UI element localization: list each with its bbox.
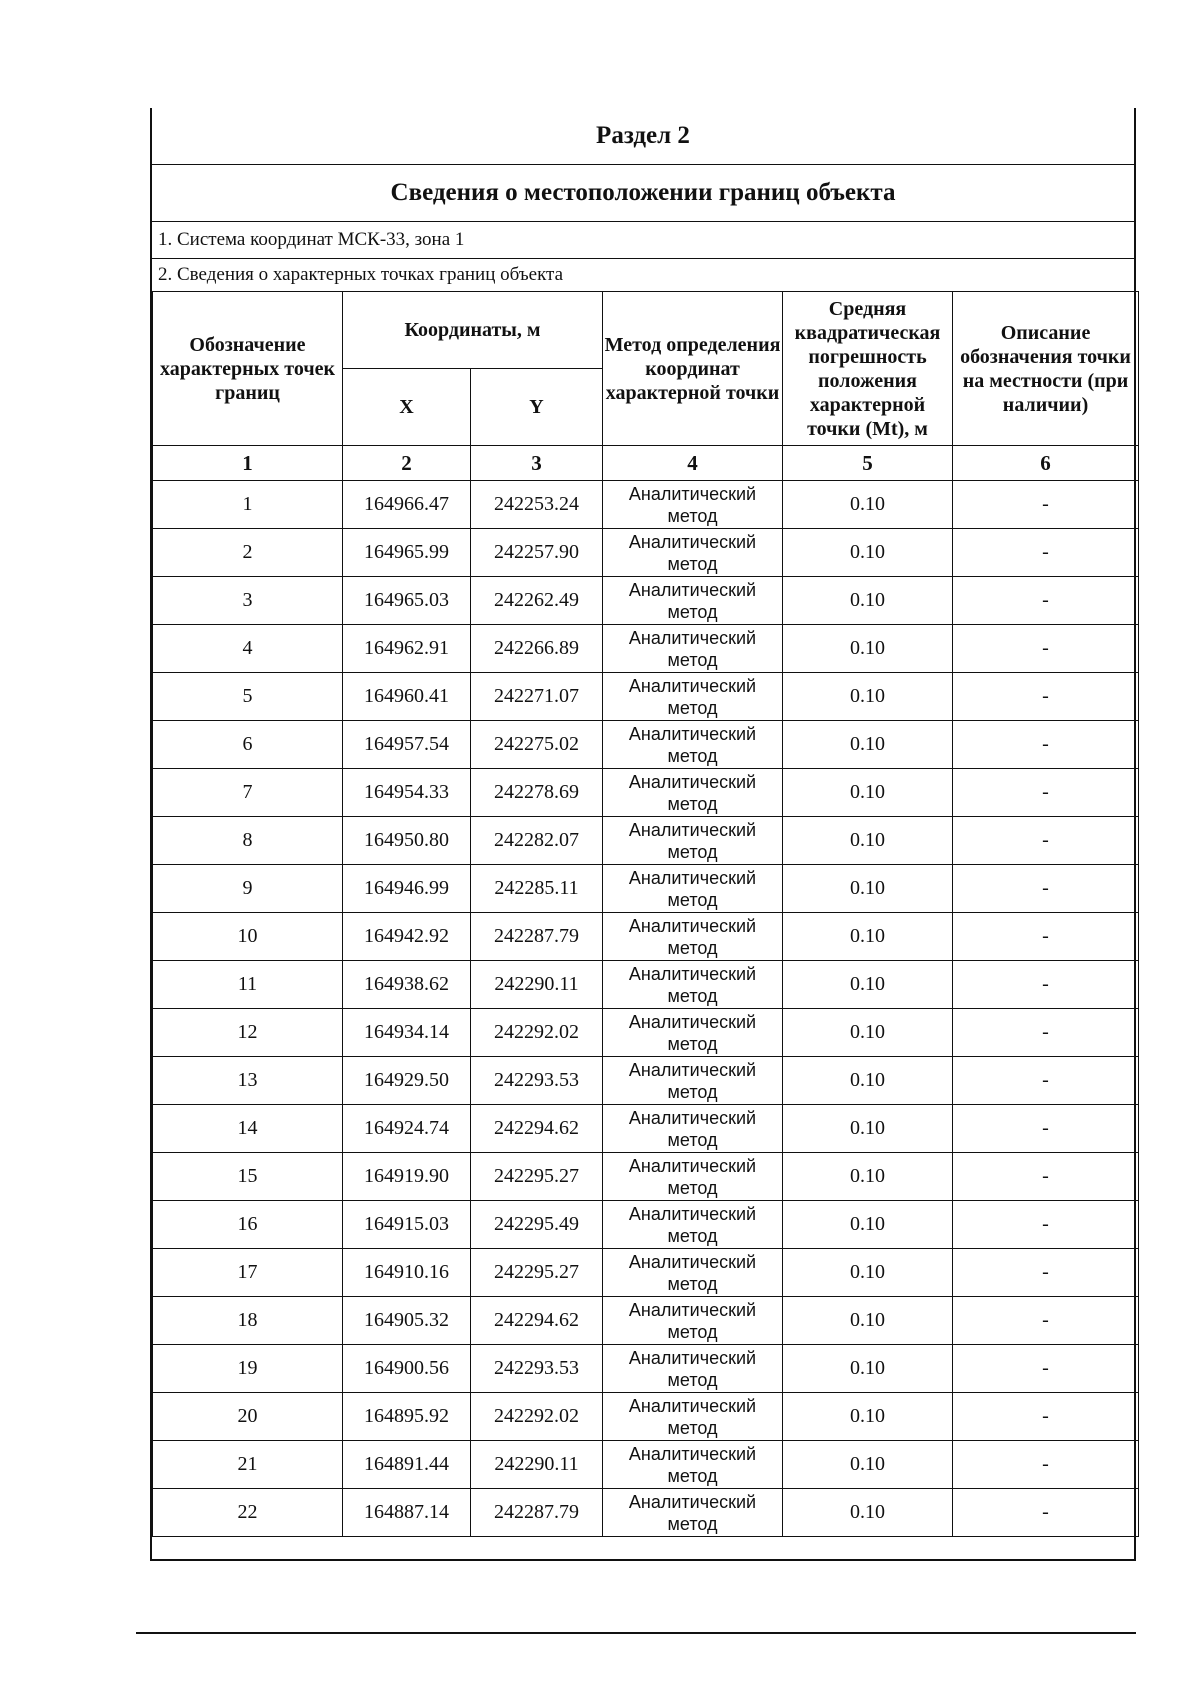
- coord-y: 242294.62: [471, 1105, 603, 1153]
- error-cell: 0.10: [783, 1297, 953, 1345]
- table-row: [153, 1489, 1139, 1537]
- error-cell: 0.10: [783, 1345, 953, 1393]
- coord-y: 242282.07: [471, 817, 603, 865]
- coord-y: 242275.02: [471, 721, 603, 769]
- point-id: 21: [153, 1441, 343, 1489]
- table-row: [153, 529, 1139, 577]
- method-cell: Аналитический метод: [603, 1489, 783, 1537]
- table-row: [153, 1297, 1139, 1345]
- coord-system-line: 1. Система координат МСК-33, зона 1: [152, 222, 1134, 259]
- point-id: 4: [153, 625, 343, 673]
- coord-y: 242278.69: [471, 769, 603, 817]
- description-cell: -: [953, 721, 1139, 769]
- method-cell: Аналитический метод: [603, 1297, 783, 1345]
- method-cell: Аналитический метод: [603, 1345, 783, 1393]
- coord-y: 242271.07: [471, 673, 603, 721]
- method-cell: Аналитический метод: [603, 625, 783, 673]
- column-number: 6: [953, 446, 1139, 481]
- boundary-section-sheet: [150, 108, 1136, 1561]
- coord-x: 164924.74: [343, 1105, 471, 1153]
- coord-x: 164900.56: [343, 1345, 471, 1393]
- method-cell: Аналитический метод: [603, 1057, 783, 1105]
- coord-y: 242292.02: [471, 1009, 603, 1057]
- description-cell: -: [953, 1441, 1139, 1489]
- table-tail-row: [152, 1537, 1134, 1561]
- description-cell: -: [953, 769, 1139, 817]
- method-cell: Аналитический метод: [603, 481, 783, 529]
- table-row: [153, 1009, 1139, 1057]
- point-id: 18: [153, 1297, 343, 1345]
- coord-y: 242293.53: [471, 1345, 603, 1393]
- coord-x: 164929.50: [343, 1057, 471, 1105]
- method-cell: Аналитический метод: [603, 673, 783, 721]
- error-cell: 0.10: [783, 817, 953, 865]
- coord-x: 164960.41: [343, 673, 471, 721]
- coord-y: 242290.11: [471, 1441, 603, 1489]
- column-number: 3: [471, 446, 603, 481]
- method-cell: Аналитический метод: [603, 577, 783, 625]
- point-id: 6: [153, 721, 343, 769]
- coord-x: 164957.54: [343, 721, 471, 769]
- table-row: [153, 1441, 1139, 1489]
- header-x: X: [343, 369, 471, 446]
- section-subtitle: Сведения о местоположении границ объекта: [152, 165, 1134, 222]
- point-id: 10: [153, 913, 343, 961]
- column-number: 4: [603, 446, 783, 481]
- description-cell: -: [953, 1153, 1139, 1201]
- point-id: 7: [153, 769, 343, 817]
- point-id: 1: [153, 481, 343, 529]
- description-cell: -: [953, 1057, 1139, 1105]
- coord-y: 242287.79: [471, 913, 603, 961]
- error-cell: 0.10: [783, 1153, 953, 1201]
- point-id: 9: [153, 865, 343, 913]
- table-row: [153, 913, 1139, 961]
- method-cell: Аналитический метод: [603, 961, 783, 1009]
- coord-y: 242266.89: [471, 625, 603, 673]
- point-id: 14: [153, 1105, 343, 1153]
- method-cell: Аналитический метод: [603, 1249, 783, 1297]
- table-row: [153, 577, 1139, 625]
- point-id: 16: [153, 1201, 343, 1249]
- description-cell: -: [953, 913, 1139, 961]
- table-row: [153, 481, 1139, 529]
- error-cell: 0.10: [783, 673, 953, 721]
- method-cell: Аналитический метод: [603, 1441, 783, 1489]
- method-cell: Аналитический метод: [603, 721, 783, 769]
- table-row: [153, 1105, 1139, 1153]
- point-id: 22: [153, 1489, 343, 1537]
- coord-x: 164946.99: [343, 865, 471, 913]
- table-row: [153, 1393, 1139, 1441]
- table-row: [153, 961, 1139, 1009]
- description-cell: -: [953, 1345, 1139, 1393]
- table-row: [153, 1249, 1139, 1297]
- error-cell: 0.10: [783, 769, 953, 817]
- coord-x: 164942.92: [343, 913, 471, 961]
- coord-y: 242290.11: [471, 961, 603, 1009]
- header-point: Обозначение характерных точек границ: [153, 292, 343, 446]
- coord-y: 242253.24: [471, 481, 603, 529]
- coord-y: 242292.02: [471, 1393, 603, 1441]
- error-cell: 0.10: [783, 625, 953, 673]
- method-cell: Аналитический метод: [603, 1105, 783, 1153]
- column-number: 2: [343, 446, 471, 481]
- description-cell: -: [953, 961, 1139, 1009]
- method-cell: Аналитический метод: [603, 1153, 783, 1201]
- table-row: [153, 625, 1139, 673]
- error-cell: 0.10: [783, 529, 953, 577]
- coord-y: 242257.90: [471, 529, 603, 577]
- error-cell: 0.10: [783, 961, 953, 1009]
- description-cell: -: [953, 625, 1139, 673]
- coord-x: 164950.80: [343, 817, 471, 865]
- error-cell: 0.10: [783, 1489, 953, 1537]
- coord-x: 164895.92: [343, 1393, 471, 1441]
- description-cell: -: [953, 1297, 1139, 1345]
- method-cell: Аналитический метод: [603, 529, 783, 577]
- coord-x: 164965.03: [343, 577, 471, 625]
- description-cell: -: [953, 817, 1139, 865]
- method-cell: Аналитический метод: [603, 865, 783, 913]
- description-cell: -: [953, 1393, 1139, 1441]
- coord-x: 164954.33: [343, 769, 471, 817]
- point-id: 2: [153, 529, 343, 577]
- header-y: Y: [471, 369, 603, 446]
- description-cell: -: [953, 529, 1139, 577]
- header-description: Описание обозначения точки на местности (при наличии): [953, 292, 1139, 446]
- coord-x: 164962.91: [343, 625, 471, 673]
- coord-x: 164891.44: [343, 1441, 471, 1489]
- point-id: 11: [153, 961, 343, 1009]
- point-id: 13: [153, 1057, 343, 1105]
- coord-x: 164905.32: [343, 1297, 471, 1345]
- coord-y: 242295.27: [471, 1153, 603, 1201]
- method-cell: Аналитический метод: [603, 1009, 783, 1057]
- header-method: Метод определения координат характерной точки: [603, 292, 783, 446]
- error-cell: 0.10: [783, 1441, 953, 1489]
- page-bottom-rule: [136, 1632, 1136, 1634]
- coord-x: 164919.90: [343, 1153, 471, 1201]
- table-row: [153, 1057, 1139, 1105]
- column-number: 5: [783, 446, 953, 481]
- table-row: [153, 721, 1139, 769]
- description-cell: -: [953, 1201, 1139, 1249]
- error-cell: 0.10: [783, 1105, 953, 1153]
- method-cell: Аналитический метод: [603, 1201, 783, 1249]
- description-cell: -: [953, 1009, 1139, 1057]
- coord-x: 164938.62: [343, 961, 471, 1009]
- header-error: Средняя квадратическая погрешность положения характерной точки (Mt), м: [783, 292, 953, 446]
- coord-y: 242294.62: [471, 1297, 603, 1345]
- error-cell: 0.10: [783, 577, 953, 625]
- error-cell: 0.10: [783, 1201, 953, 1249]
- header-coords: Координаты, м: [343, 292, 603, 369]
- table-row: [153, 769, 1139, 817]
- coord-x: 164887.14: [343, 1489, 471, 1537]
- description-cell: -: [953, 673, 1139, 721]
- table-row: [153, 865, 1139, 913]
- error-cell: 0.10: [783, 1249, 953, 1297]
- column-number: 1: [153, 446, 343, 481]
- table-row: [153, 1201, 1139, 1249]
- table-row: [153, 817, 1139, 865]
- description-cell: -: [953, 1105, 1139, 1153]
- error-cell: 0.10: [783, 481, 953, 529]
- description-cell: -: [953, 1249, 1139, 1297]
- description-cell: -: [953, 577, 1139, 625]
- coord-x: 164934.14: [343, 1009, 471, 1057]
- error-cell: 0.10: [783, 721, 953, 769]
- method-cell: Аналитический метод: [603, 817, 783, 865]
- table-row: [153, 1153, 1139, 1201]
- error-cell: 0.10: [783, 865, 953, 913]
- description-cell: -: [953, 481, 1139, 529]
- method-cell: Аналитический метод: [603, 769, 783, 817]
- error-cell: 0.10: [783, 913, 953, 961]
- point-id: 3: [153, 577, 343, 625]
- error-cell: 0.10: [783, 1057, 953, 1105]
- coord-x: 164910.16: [343, 1249, 471, 1297]
- point-id: 12: [153, 1009, 343, 1057]
- error-cell: 0.10: [783, 1393, 953, 1441]
- coord-y: 242295.49: [471, 1201, 603, 1249]
- description-cell: -: [953, 1489, 1139, 1537]
- coord-x: 164966.47: [343, 481, 471, 529]
- coord-y: 242285.11: [471, 865, 603, 913]
- point-id: 19: [153, 1345, 343, 1393]
- coord-y: 242293.53: [471, 1057, 603, 1105]
- point-id: 8: [153, 817, 343, 865]
- coord-x: 164915.03: [343, 1201, 471, 1249]
- point-id: 15: [153, 1153, 343, 1201]
- boundary-points-table: [152, 291, 1139, 1537]
- method-cell: Аналитический метод: [603, 913, 783, 961]
- points-heading-line: 2. Сведения о характерных точках границ объекта: [158, 264, 564, 285]
- point-id: 17: [153, 1249, 343, 1297]
- coord-y: 242295.27: [471, 1249, 603, 1297]
- coord-y: 242262.49: [471, 577, 603, 625]
- table-row: [153, 1345, 1139, 1393]
- point-id: 5: [153, 673, 343, 721]
- table-row: [153, 673, 1139, 721]
- method-cell: Аналитический метод: [603, 1393, 783, 1441]
- coord-y: 242287.79: [471, 1489, 603, 1537]
- point-id: 20: [153, 1393, 343, 1441]
- error-cell: 0.10: [783, 1009, 953, 1057]
- section-title: Раздел 2: [152, 108, 1134, 165]
- description-cell: -: [953, 865, 1139, 913]
- coord-x: 164965.99: [343, 529, 471, 577]
